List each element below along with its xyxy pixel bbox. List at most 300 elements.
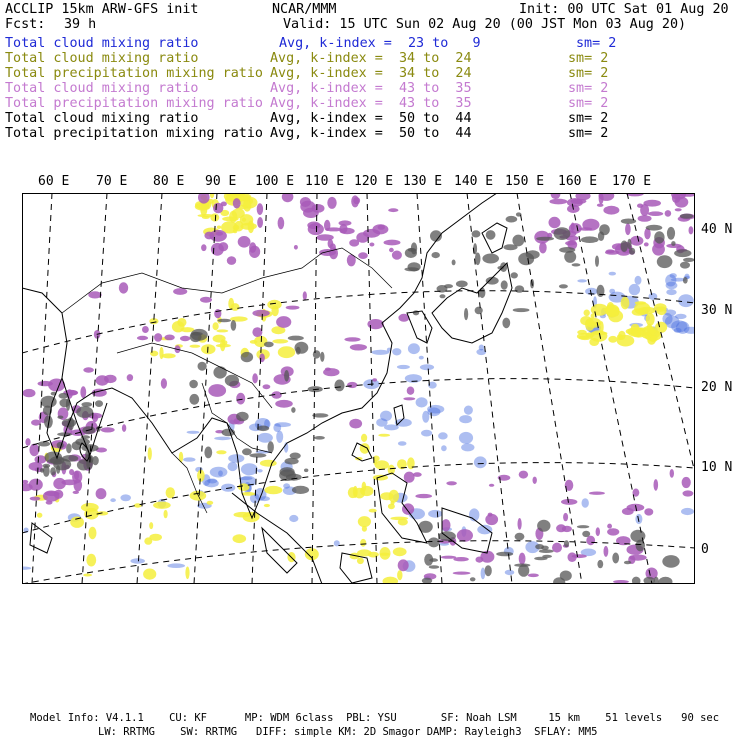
lon-label: 140 E [454, 174, 494, 189]
cloud-patch [300, 197, 311, 207]
cloud-patch [680, 262, 690, 269]
cloud-patch [564, 251, 576, 263]
cloud-patch [228, 454, 244, 463]
cloud-patch [681, 508, 694, 515]
cloud-patch [344, 337, 360, 341]
lon-label: 150 E [505, 174, 545, 189]
cloud-patch [404, 472, 415, 483]
cloud-patch [670, 469, 674, 478]
cloud-patch [137, 336, 148, 340]
cloud-patch [264, 342, 274, 348]
cloud-patch [167, 563, 185, 568]
cloud-patch [630, 236, 643, 246]
cloud-patch [86, 554, 96, 567]
cloud-patch [358, 252, 368, 259]
cloud-patch [577, 279, 587, 282]
cloud-patch [242, 448, 252, 455]
cloud-patch [276, 431, 283, 443]
legend-avg: Avg, k-index = 23 to 9 [279, 36, 481, 51]
cloud-patch [581, 236, 599, 243]
cloud-patch [432, 252, 440, 258]
cloud-patch [339, 220, 352, 225]
cloud-patch [57, 416, 63, 419]
cloud-patch [441, 556, 456, 559]
legend-sm: sm= 2 [568, 66, 609, 81]
cloud-patch [459, 415, 472, 423]
cloud-patch [607, 524, 612, 529]
cloud-patch [328, 239, 334, 248]
cloud-patch [461, 443, 474, 451]
cloud-patch [236, 412, 249, 421]
cloud-patch [96, 488, 107, 499]
cloud-patch [536, 237, 554, 241]
cloud-patch [621, 241, 628, 252]
cloud-patch [586, 536, 595, 546]
cloud-patch [683, 258, 695, 262]
cloud-patch [603, 206, 619, 215]
legend-avg: Avg, k-index = 43 to 35 [270, 81, 472, 96]
cloud-patch [646, 313, 655, 326]
cloud-patch [43, 464, 51, 468]
cloud-patch [535, 544, 544, 549]
cloud-patch [457, 529, 473, 542]
cloud-patch [589, 492, 605, 495]
cloud-patch [515, 285, 525, 292]
cloud-patch [582, 498, 589, 508]
cloud-patch [428, 510, 442, 518]
cloud-patch [200, 297, 212, 303]
cloud-patch [225, 375, 239, 387]
cloud-patch [218, 242, 228, 251]
cloud-patch [351, 195, 359, 207]
cloud-patch [549, 199, 567, 205]
legend-field: Total precipitation mixing ratio [5, 66, 263, 81]
legend-field: Total precipitation mixing ratio [5, 126, 263, 141]
cloud-patch [289, 515, 298, 522]
cloud-patch [680, 214, 693, 219]
cloud-patch [263, 384, 271, 389]
cloud-patch [415, 494, 432, 498]
cloud-patch [577, 525, 589, 528]
lat-label: 20 N [701, 380, 733, 395]
cloud-patch [644, 508, 653, 515]
cloud-patch [655, 322, 667, 333]
org-title: NCAR/MMM [272, 2, 337, 17]
cloud-patch [275, 400, 293, 408]
cloud-patch [303, 291, 307, 300]
cloud-patch [101, 427, 115, 432]
cloud-patch [689, 226, 694, 234]
cloud-patch [648, 211, 663, 216]
cloud-patch [464, 406, 473, 415]
cloud-patch [488, 513, 493, 517]
cloud-patch [161, 378, 167, 388]
cloud-patch [313, 350, 321, 358]
cloud-patch [477, 525, 492, 535]
legend-sm: sm= 2 [568, 96, 609, 111]
cloud-patch [358, 516, 371, 527]
cloud-patch [227, 256, 236, 265]
cloud-patch [361, 434, 367, 442]
cloud-patch [606, 249, 615, 253]
cloud-patch [248, 221, 254, 234]
cloud-patch [202, 216, 210, 219]
cloud-patch [238, 483, 249, 491]
cloud-patch [294, 245, 298, 250]
legend-field: Total cloud mixing ratio [5, 111, 199, 126]
cloud-patch [236, 393, 245, 405]
cloud-patch [75, 438, 90, 445]
cloud-patch [154, 333, 162, 342]
cloud-patch [149, 534, 162, 541]
cloud-patch [518, 253, 534, 266]
cloud-patch [249, 453, 266, 457]
cloud-patch [632, 308, 646, 315]
cloud-patch [627, 504, 645, 512]
cloud-patch [453, 557, 468, 561]
cloud-patch [96, 375, 109, 385]
cloud-patch [513, 308, 530, 312]
cloud-patch [278, 346, 295, 358]
cloud-patch [356, 232, 369, 243]
cloud-patch [83, 367, 94, 372]
cloud-patch [272, 339, 288, 343]
cloud-patch [380, 492, 393, 500]
cloud-patch [88, 291, 101, 298]
cloud-patch [564, 540, 569, 547]
cloud-patch [43, 491, 60, 502]
cloud-patch [485, 565, 492, 576]
cloud-patch [367, 319, 383, 329]
legend-field: Total precipitation mixing ratio [5, 96, 263, 111]
cloud-patch [519, 553, 526, 565]
cloud-patch [134, 503, 142, 507]
cloud-patch [398, 441, 407, 446]
cloud-patch [238, 236, 251, 248]
cloud-patch [539, 549, 554, 553]
cloud-patch [221, 202, 227, 207]
cloud-patch [295, 342, 309, 354]
legend-avg: Avg, k-index = 50 to 44 [270, 126, 472, 141]
cloud-patch [596, 527, 600, 536]
cloud-patch [559, 284, 568, 288]
cloud-patch [257, 469, 262, 472]
cloud-patch [213, 322, 219, 330]
cloud-patch [312, 204, 325, 213]
cloud-patch [190, 491, 207, 501]
cloud-patch [130, 558, 145, 563]
cloud-patch [119, 282, 128, 293]
cloud-patch [635, 276, 642, 285]
cloud-patch [216, 232, 223, 236]
cloud-patch [397, 570, 402, 580]
cloud-patch [164, 335, 174, 341]
cloud-patch [635, 514, 642, 524]
cloud-patch [638, 215, 652, 222]
cloud-patch [666, 289, 676, 295]
cloud-patch [486, 230, 496, 240]
cloud-patch [613, 580, 629, 583]
cloud-patch [654, 231, 664, 243]
lat-label: 0 [701, 542, 709, 557]
cloud-patch [292, 486, 309, 494]
cloud-patch [422, 578, 432, 584]
cloud-patch [392, 348, 401, 355]
forecast-map [22, 193, 695, 584]
cloud-patch [325, 227, 342, 231]
cloud-patch [654, 479, 659, 491]
cloud-patch [280, 467, 295, 477]
cloud-patch [201, 244, 206, 251]
cloud-patch [252, 310, 269, 317]
cloud-patch [518, 518, 522, 530]
cloud-patch [276, 316, 291, 328]
cloud-patch [606, 305, 620, 318]
legend-avg: Avg, k-index = 43 to 35 [270, 96, 472, 111]
cloud-patch [72, 471, 82, 484]
cloud-patch [80, 386, 86, 398]
cloud-patch [416, 397, 428, 407]
cloud-patch [393, 547, 407, 556]
cloud-patch [519, 471, 528, 479]
cloud-patch [50, 467, 56, 475]
cloud-patch [347, 382, 357, 388]
cloud-patch [190, 332, 202, 342]
legend-avg: Avg, k-index = 50 to 44 [270, 111, 472, 126]
cloud-patch [453, 572, 471, 575]
cloud-patch [357, 549, 372, 556]
cloud-patch [539, 242, 547, 253]
cloud-patch [189, 380, 198, 389]
cloud-patch [25, 438, 30, 446]
cloud-patch [629, 284, 640, 295]
cloud-patch [629, 248, 635, 255]
legend-field: Total cloud mixing ratio [5, 51, 199, 66]
cloud-patch [268, 441, 274, 453]
cloud-patch [166, 487, 175, 498]
cloud-patch [582, 531, 590, 537]
cloud-patch [621, 297, 630, 310]
legend-sm: sm= 2 [568, 81, 609, 96]
cloud-patch [66, 443, 72, 453]
cloud-patch [666, 282, 678, 290]
cloud-patch [257, 217, 263, 228]
cloud-patch [528, 574, 539, 578]
cloud-patch [568, 552, 577, 562]
cloud-patch [334, 380, 344, 392]
cloud-patch [110, 498, 116, 502]
cloud-patch [218, 470, 223, 476]
cloud-patch [618, 331, 625, 340]
cloud-patch [242, 218, 246, 222]
cloud-patch [584, 310, 590, 317]
cloud-patch [40, 468, 44, 473]
legend-field: Total cloud mixing ratio [5, 81, 199, 96]
cloud-patch [62, 455, 78, 462]
cloud-patch [187, 431, 200, 434]
cloud-patch [609, 272, 616, 276]
model-info-line1: Model Info: V4.1.1 CU: KF MP: WDM 6class PBL: YSU SF: Noah LSM 15 km 51 levels 90 sec [30, 712, 720, 724]
cloud-patch [599, 193, 604, 204]
cloud-patch [595, 256, 599, 267]
cloud-patch [291, 407, 295, 413]
cloud-patch [267, 300, 281, 310]
cloud-patch [428, 537, 440, 547]
map-background [22, 193, 695, 584]
cloud-patch [439, 531, 456, 541]
cloud-patch [360, 486, 373, 496]
cloud-patch [252, 373, 258, 383]
cloud-patch [481, 568, 486, 580]
cloud-patch [554, 227, 571, 240]
cloud-patch [164, 510, 168, 518]
cloud-patch [284, 370, 289, 382]
cloud-patch [598, 231, 604, 241]
cloud-patch [459, 432, 473, 444]
cloud-patch [217, 319, 231, 323]
cloud-patch [286, 306, 300, 310]
cloud-patch [76, 406, 93, 418]
valid-time: Valid: 15 UTC Sun 02 Aug 20 (00 JST Mon 03 Aug 20) [283, 17, 687, 32]
cloud-patch [441, 445, 447, 451]
cloud-patch [350, 344, 367, 350]
cloud-patch [464, 308, 468, 320]
cloud-patch [537, 520, 550, 532]
cloud-patch [241, 492, 255, 496]
fcst-label: Fcst: [5, 17, 46, 32]
cloud-patch [444, 284, 453, 288]
legend-sm: sm= 2 [568, 51, 609, 66]
cloud-patch [472, 230, 481, 237]
cloud-patch [288, 336, 304, 341]
lon-label: 60 E [38, 174, 70, 189]
cloud-patch [70, 517, 84, 528]
cloud-patch [252, 327, 262, 337]
cloud-patch [482, 254, 499, 264]
cloud-patch [233, 229, 238, 233]
cloud-patch [228, 462, 238, 471]
lon-label: 100 E [255, 174, 295, 189]
cloud-patch [89, 527, 97, 539]
cloud-patch [424, 554, 433, 566]
cloud-patch [95, 400, 103, 407]
cloud-patch [657, 255, 673, 268]
cloud-patch [216, 344, 231, 348]
cloud-patch [452, 260, 456, 266]
cloud-patch [30, 497, 41, 501]
cloud-patch [514, 564, 530, 567]
legend-sm: sm= 2 [576, 36, 617, 51]
cloud-patch [208, 384, 226, 397]
cloud-patch [675, 208, 682, 211]
legend-field: Total cloud mixing ratio [5, 36, 199, 51]
cloud-patch [210, 230, 227, 242]
cloud-patch [501, 280, 508, 289]
cloud-patch [682, 477, 691, 488]
cloud-patch [512, 235, 524, 247]
cloud-patch [578, 336, 589, 340]
cloud-patch [646, 225, 663, 231]
cloud-patch [372, 378, 377, 381]
cloud-patch [143, 569, 156, 580]
cloud-patch [640, 204, 649, 216]
cloud-patch [378, 225, 385, 230]
cloud-patch [380, 411, 392, 422]
cloud-patch [207, 501, 214, 505]
cloud-patch [31, 420, 41, 426]
cloud-patch [357, 558, 364, 565]
cloud-patch [670, 273, 677, 278]
cloud-patch [388, 208, 398, 212]
cloud-patch [29, 444, 39, 457]
cloud-patch [563, 513, 568, 521]
legend-sm: sm= 2 [568, 126, 609, 141]
init-time: Init: 00 UTC Sat 01 Aug 20 [519, 2, 729, 17]
cloud-patch [216, 450, 226, 454]
lon-label: 170 E [612, 174, 652, 189]
cloud-patch [608, 336, 617, 343]
cloud-patch [407, 387, 415, 395]
cloud-patch [127, 374, 133, 381]
lon-label: 160 E [558, 174, 598, 189]
cloud-patch [408, 343, 420, 354]
cloud-patch [475, 253, 481, 266]
cloud-patch [475, 307, 483, 315]
cloud-patch [369, 243, 374, 247]
cloud-patch [625, 223, 631, 235]
cloud-patch [675, 197, 689, 208]
cloud-patch [249, 242, 256, 253]
cloud-patch [667, 227, 675, 240]
cloud-patch [571, 223, 575, 231]
cloud-patch [217, 226, 221, 229]
cloud-patch [506, 216, 518, 223]
cloud-patch [446, 481, 457, 485]
cloud-patch [496, 552, 513, 557]
cloud-patch [533, 477, 537, 484]
cloud-patch [380, 553, 390, 556]
cloud-patch [674, 249, 691, 257]
cloud-patch [360, 539, 366, 547]
cloud-patch [231, 320, 237, 331]
cloud-patch [597, 204, 604, 207]
cloud-patch [388, 504, 395, 510]
cloud-patch [675, 314, 687, 319]
cloud-patch [405, 248, 417, 258]
cloud-patch [37, 513, 43, 518]
cloud-patch [489, 484, 494, 487]
cloud-patch [327, 197, 336, 209]
cloud-patch [397, 365, 410, 369]
cloud-patch [429, 565, 440, 569]
cloud-patch [392, 251, 402, 260]
cloud-patch [314, 436, 325, 440]
cloud-patch [264, 504, 270, 507]
cloud-patch [404, 267, 419, 271]
cloud-patch [198, 362, 207, 371]
cloud-patch [177, 318, 186, 327]
cloud-patch [456, 281, 468, 288]
cloud-patch [534, 557, 547, 561]
lon-label: 70 E [96, 174, 128, 189]
cloud-patch [142, 326, 149, 333]
cloud-patch [375, 460, 389, 469]
legend-avg: Avg, k-index = 34 to 24 [270, 66, 472, 81]
legend-avg: Avg, k-index = 34 to 24 [270, 51, 472, 66]
cloud-patch [233, 198, 241, 208]
cloud-patch [642, 333, 651, 339]
cloud-patch [83, 574, 92, 577]
